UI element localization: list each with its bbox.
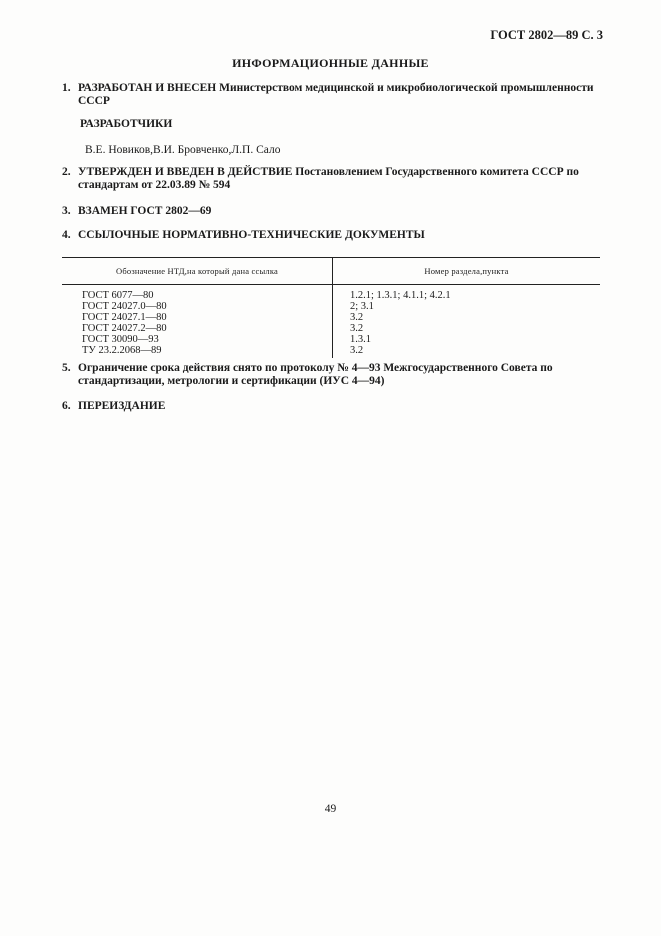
item-number: 6. — [62, 400, 71, 412]
item-references — [62, 229, 600, 242]
item-lead: РАЗРАБОТАН И ВНЕСЕН — [78, 82, 217, 94]
table-cell-section: 1.3.1 — [350, 334, 371, 345]
table-row — [62, 323, 600, 334]
item-number: 1. — [62, 82, 71, 94]
table-row — [62, 345, 600, 358]
item-developed-by — [62, 82, 600, 108]
item-reissue — [62, 400, 600, 413]
item-number: 3. — [62, 205, 71, 217]
item-lead: Ограничение срока действия снято по протоколу № 4—93 Межгосударственного Совета по — [78, 362, 553, 374]
table-cell-section: 3.2 — [350, 345, 364, 356]
references-table — [62, 257, 600, 358]
table-cell-document: ГОСТ 24027.0—80 — [62, 301, 333, 312]
table-cell-document: ГОСТ 24027.1—80 — [62, 312, 333, 323]
document-code: ГОСТ 2802—89 С. 3 — [490, 28, 603, 42]
item-continuation: стандартам от 22.03.89 № 594 — [78, 179, 231, 191]
table-row — [62, 285, 600, 302]
item-lead: УТВЕРЖДЕН И ВВЕДЕН В ДЕЙСТВИЕ — [78, 166, 293, 178]
page-number: 49 — [324, 803, 337, 815]
table-row — [62, 301, 600, 312]
item-number: 4. — [62, 229, 71, 241]
item-approved — [62, 166, 600, 192]
table-row — [62, 334, 600, 345]
item-replaces — [62, 205, 600, 218]
table-cell-document: ТУ 23.2.2068—89 — [62, 345, 333, 358]
item-continuation: стандартизации, метрологии и сертификации (ИУС 4—94) — [78, 375, 385, 387]
table-header-row — [62, 258, 600, 285]
table-cell-document: ГОСТ 30090—93 — [62, 334, 333, 345]
item-validity — [62, 362, 600, 388]
table-cell-section: 3.2 — [350, 312, 364, 323]
column-header-document: Обозначение НТД,на который дана ссылка — [62, 258, 333, 285]
table-cell-document: ГОСТ 24027.2—80 — [62, 323, 333, 334]
item-continuation: СССР — [78, 95, 110, 107]
developers-heading: РАЗРАБОТЧИКИ — [80, 118, 173, 130]
item-lead: ПЕРЕИЗДАНИЕ — [78, 400, 166, 412]
table-cell-section: 1.2.1; 1.3.1; 4.1.1; 4.2.1 — [350, 290, 451, 301]
table-row — [62, 312, 600, 323]
column-header-section: Номер раздела,пункта — [333, 258, 601, 285]
table-cell-section: 3.2 — [350, 323, 364, 334]
item-lead: ВЗАМЕН ГОСТ 2802—69 — [78, 205, 212, 217]
table-cell-document: ГОСТ 6077—80 — [62, 285, 333, 302]
item-number: 5. — [62, 362, 71, 374]
page-title: ИНФОРМАЦИОННЫЕ ДАННЫЕ — [232, 56, 429, 70]
developers-names: В.Е. Новиков,В.И. Бровченко,Л.П. Сало — [85, 144, 281, 156]
item-lead: ССЫЛОЧНЫЕ НОРМАТИВНО-ТЕХНИЧЕСКИЕ ДОКУМЕНТЫ — [78, 229, 425, 241]
item-text: Министерством медицинской и микробиологической промышленности — [216, 82, 594, 94]
table-cell-section: 2; 3.1 — [350, 301, 374, 312]
item-number: 2. — [62, 166, 71, 178]
item-text: Постановлением Государственного комитета СССР по — [292, 166, 579, 178]
